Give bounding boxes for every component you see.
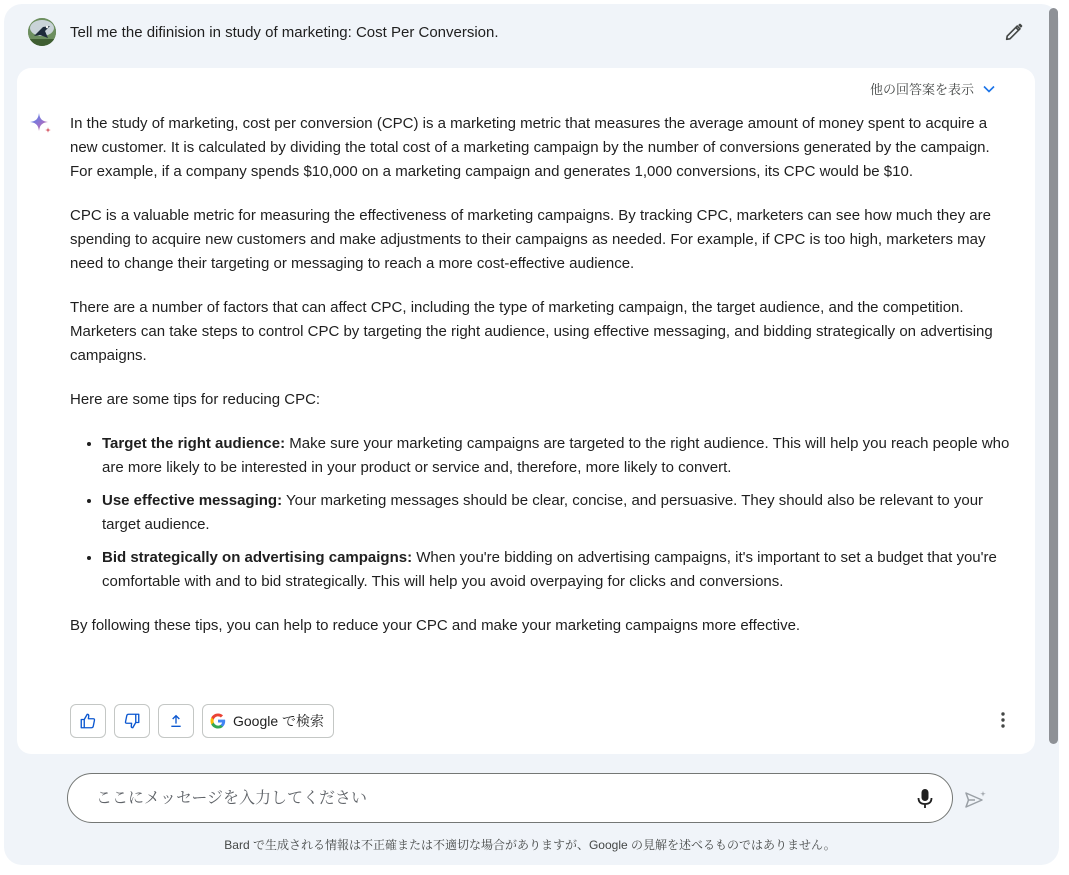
response-card [17, 68, 1035, 754]
response-body [70, 112, 1015, 658]
thumbs-up-icon [79, 712, 97, 730]
microphone-icon[interactable] [914, 787, 936, 811]
tip-text: When you're bidding on advertising campaigns, it's important to set a budget that you're comfortable with and to bid strategically. This will help you avoid overpaying for clicks and conversions. [102, 549, 997, 590]
tip-title: Target the right audience: [102, 435, 286, 452]
thumbs-up-button[interactable] [70, 704, 106, 738]
share-button[interactable] [158, 704, 194, 738]
response-actions [70, 704, 334, 740]
response-closing: By following these tips, you can help to reduce your CPC and make your marketing campaigns more effective. [70, 617, 801, 634]
send-icon[interactable] [963, 789, 987, 811]
response-paragraph: CPC is a valuable metric for measuring the effectiveness of marketing campaigns. By tracking CPC, marketers can see how much they are spending to acquire new customers and make adjustments to their campaigns as needed. For example, if CPC is too high, marketers may need to change their targeting or messaging to reach a more cost-effective audience. [70, 207, 991, 272]
response-paragraph: There are a number of factors that can affect CPC, including the type of marketing campaign, the target audience, and the competition. Marketers can take steps to control CPC by targeting the right audience, using effective messaging, and bidding strategically on advertising campaigns. [70, 299, 993, 364]
tip-title: Use effective messaging: [102, 492, 283, 509]
thumbs-down-button[interactable] [114, 704, 150, 738]
prompt-text: Tell me the difinision in study of marketing: Cost Per Conversion. [70, 24, 499, 41]
more-options-icon[interactable] [993, 710, 1013, 730]
show-drafts-label: 他の回答案を表示 [870, 82, 975, 97]
tip-title: Bid strategically on advertising campaigns: [102, 549, 413, 566]
list-item [102, 546, 1015, 594]
message-input-box [67, 773, 953, 823]
chevron-down-icon [982, 82, 996, 96]
tip-text: Your marketing messages should be clear, concise, and persuasive. They should also be relevant to your target audience. [102, 492, 984, 533]
scrollbar[interactable] [1049, 8, 1058, 744]
user-avatar [28, 18, 56, 46]
response-paragraph: Here are some tips for reducing CPC: [70, 391, 321, 408]
share-icon [168, 713, 184, 729]
message-input[interactable] [94, 786, 898, 812]
disclaimer-text: Bard で生成される情報は不正確または不適切な場合がありますが、Google の見解を述べるものではありません。 [224, 838, 836, 852]
google-search-label: Google で検索 [233, 713, 325, 729]
google-search-button[interactable] [202, 704, 334, 738]
tip-text: Make sure your marketing campaigns are targeted to the right audience. This will help you reach people who are more likely to be interested in your product or service and, therefore, more likely to convert. [102, 435, 1010, 476]
tips-list [70, 432, 1015, 594]
google-g-icon [209, 712, 227, 730]
thumbs-down-icon [123, 712, 141, 730]
pencil-icon[interactable] [1003, 21, 1025, 43]
show-drafts-button[interactable] [870, 79, 996, 98]
response-paragraph: In the study of marketing, cost per conversion (CPC) is a marketing metric that measures the average amount of money spent to acquire a new customer. It is calculated by dividing the total cost of a marketing campaign by the number of conversions generated by the campaign. For example, if a company spends $10,000 on a marketing campaign and generates 1,000 conversions, its CPC would be $10. [70, 115, 990, 180]
bard-sparkle-icon [29, 112, 53, 136]
user-prompt [28, 16, 1028, 50]
list-item [102, 432, 1015, 480]
list-item [102, 489, 1015, 537]
